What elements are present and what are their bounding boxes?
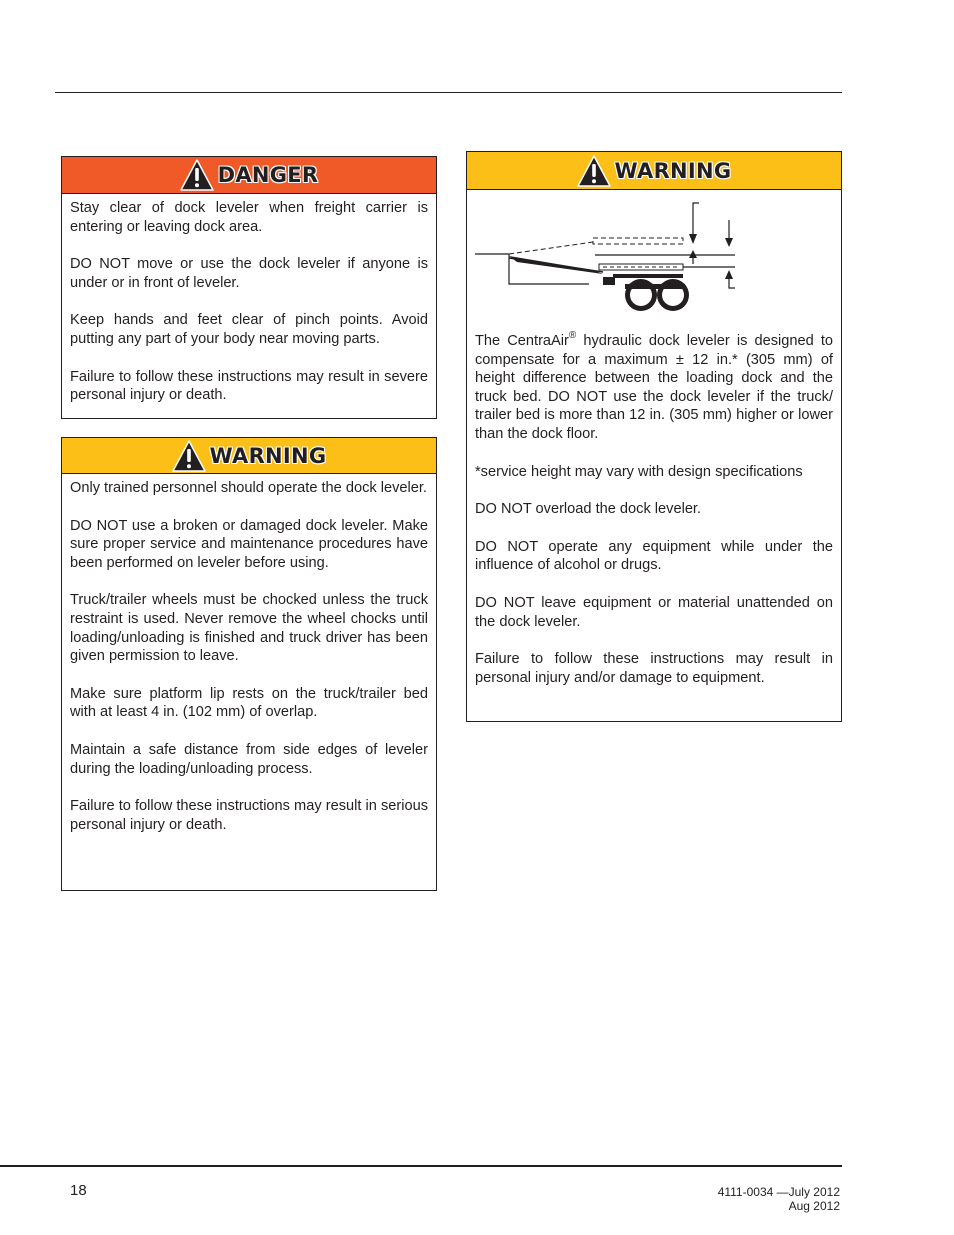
warning-body-right	[467, 320, 841, 687]
footer-rule	[0, 1165, 842, 1167]
warning-header-left	[62, 438, 436, 474]
danger-header	[62, 157, 436, 194]
alert-triangle-icon	[180, 159, 214, 191]
warning-paragraph: DO NOT leave equipment or material unattended on the dock leveler.	[475, 594, 833, 630]
danger-box	[61, 156, 437, 419]
warning-box-left	[61, 437, 437, 891]
alert-triangle-icon	[577, 155, 611, 187]
warning-paragraph: Maintain a safe distance from side edges of leveler during the loading/unloading process.	[70, 741, 428, 777]
warning-body-left	[62, 474, 436, 834]
warning-title-right: WARNING	[614, 158, 732, 183]
intro-pre: The CentraAir	[475, 333, 569, 349]
intro-post: hydraulic dock leveler is designed to compensate for a maximum ± 12 in.* (305 mm) of height difference between the loading dock and the truck bed. DO NOT use the dock leveler if the truck/ trailer bed is more than 12 in. (305 mm) higher or lower than the dock floor.	[475, 333, 834, 442]
danger-paragraph: Stay clear of dock leveler when freight carrier is entering or leaving dock area.	[70, 200, 428, 235]
warning-paragraph: Make sure platform lip rests on the truck/trailer bed with at least 4 in. (102 mm) of overlap.	[70, 685, 428, 721]
warning-paragraph: DO NOT operate any equipment while under the influence of alcohol or drugs.	[475, 538, 833, 574]
warning-paragraph: Failure to follow these instructions may result in personal injury and/or damage to equipment.	[475, 651, 833, 686]
danger-paragraph: Keep hands and feet clear of pinch points. Avoid putting any part of your body near moving parts.	[70, 312, 428, 347]
centraair-intro-paragraph	[475, 332, 833, 444]
danger-title: DANGER	[217, 163, 319, 187]
warning-paragraph: *service height may vary with design specifications	[475, 463, 803, 480]
registered-mark: ®	[568, 330, 577, 342]
warning-paragraph: Only trained personnel should operate the dock leveler.	[70, 480, 427, 496]
doc-id-line: 4111-0034 —July 2012	[717, 1185, 840, 1199]
leveler-height-diagram	[473, 200, 743, 320]
header-rule	[55, 92, 842, 93]
warning-paragraph: DO NOT overload the dock leveler.	[475, 501, 702, 518]
page-number: 18	[70, 1182, 87, 1199]
document-id	[718, 1185, 840, 1213]
danger-paragraph: Failure to follow these instructions may result in severe personal injury or death.	[70, 368, 428, 404]
danger-paragraph: DO NOT move or use the dock leveler if anyone is under or in front of leveler.	[70, 256, 428, 291]
warning-box-right	[466, 151, 842, 722]
warning-header-right	[467, 152, 841, 190]
warning-title-left: WARNING	[209, 443, 327, 468]
revision-line: Aug 2012	[788, 1199, 840, 1213]
warning-paragraph: DO NOT use a broken or damaged dock leveler. Make sure proper service and maintenance procedures have been performed on leveler before using.	[70, 517, 428, 571]
danger-body	[62, 194, 436, 405]
warning-paragraph: Failure to follow these instructions may result in serious personal injury or death.	[70, 798, 428, 833]
alert-triangle-icon	[172, 440, 206, 472]
warning-paragraph: Truck/trailer wheels must be chocked unless the truck restraint is used. Never remove the wheel chocks until loading/unloading is finished and truck driver has been given permission to leave.	[70, 592, 428, 665]
